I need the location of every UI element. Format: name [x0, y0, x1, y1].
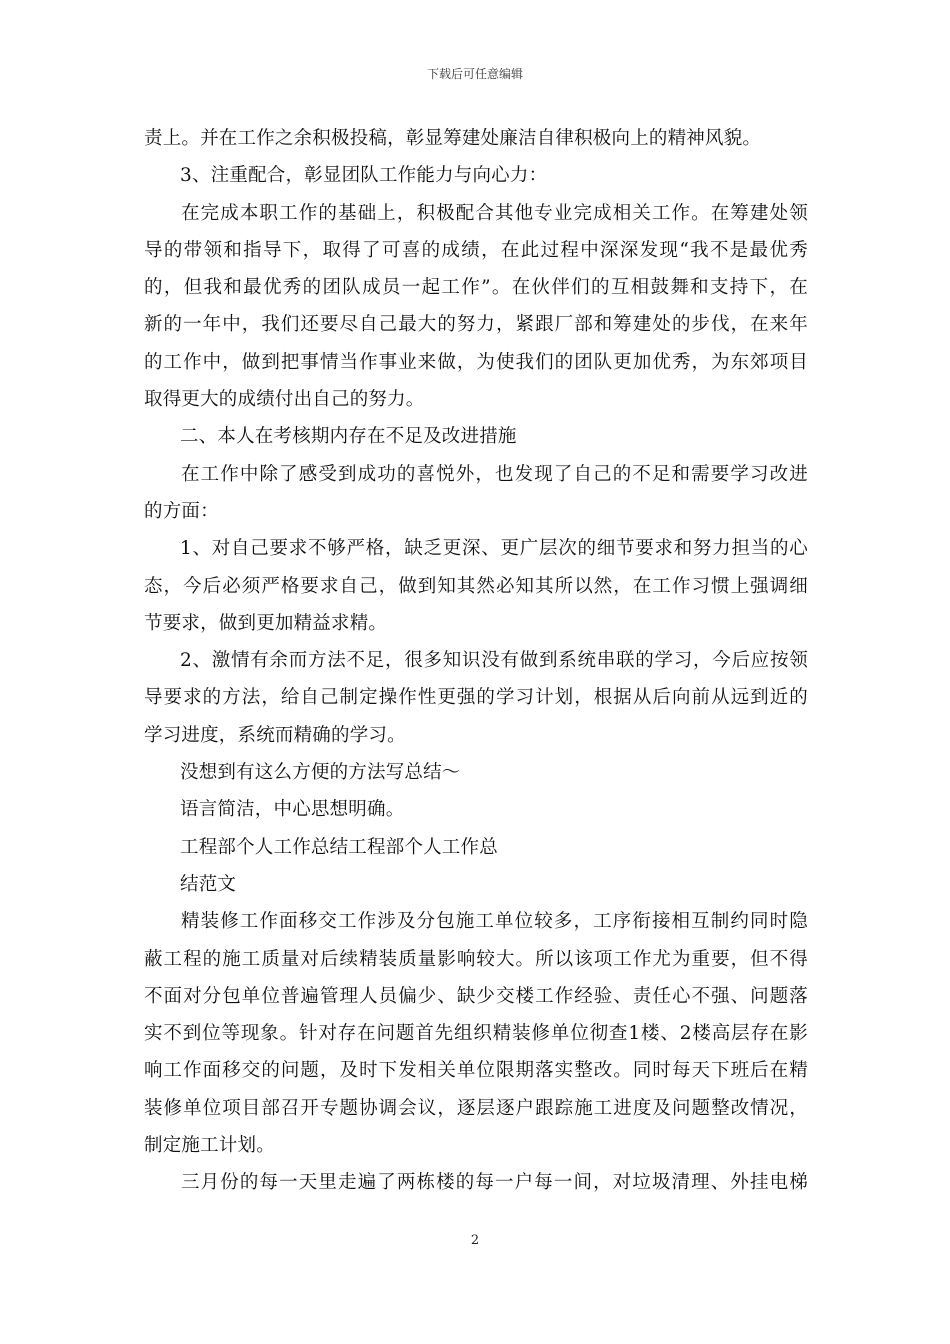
- page-number: 2: [470, 1233, 480, 1248]
- paragraph-line: 责上。并在工作之余积极投稿，彰显筹建处廉洁自律积极向上的精神风貌。: [144, 128, 762, 149]
- paragraph-line: 在完成本职工作的基础上，积极配合其他专业完成相关工作。在筹建处领: [181, 202, 808, 224]
- section-heading: 3、注重配合，彰显团队工作能力与向心力：: [180, 165, 548, 187]
- page-header: 下载后可任意编辑: [426, 67, 523, 81]
- paragraph-line: 实不到位等现象。针对存在问题首先组织精装修单位彻查1楼、2楼高层存在影: [144, 1023, 808, 1045]
- paragraph-line: 取得更大的成绩付出自己的努力。: [144, 389, 425, 411]
- section-heading: 二、本人在考核期内存在不足及改进措施: [180, 426, 517, 448]
- document-title: 结范文: [180, 873, 237, 895]
- document-body: [144, 120, 808, 1202]
- paragraph-line: 新的一年中，我们还要尽自己最大的努力，紧跟厂部和筹建处的步伐，在来年: [144, 314, 808, 336]
- paragraph-line: 导的带领和指导下，取得了可喜的成绩，在此过程中深深发现“我不是最优秀: [144, 239, 808, 261]
- paragraph-line: 导要求的方法，给自己制定操作性更强的学习计划，根据从后向前从远到近的: [144, 687, 808, 709]
- paragraph-line: 没想到有这么方便的方法写总结～: [180, 762, 461, 784]
- paragraph-line: 装修单位项目部召开专题协调会议，逐层逐户跟踪施工进度及问题整改情况，: [144, 1097, 808, 1119]
- paragraph-line: 蔽工程的施工质量对后续精装质量影响较大。所以该项工作尤为重要，但不得: [144, 948, 808, 970]
- paragraph-line: 精装修工作面移交工作涉及分包施工单位较多，工序衔接相互制约同时隐: [181, 911, 808, 933]
- paragraph-line: 节要求，做到更加精益求精。: [144, 612, 388, 634]
- paragraph-line: 语言简洁，中心思想明确。: [180, 799, 405, 821]
- paragraph-line: 制定施工计划。: [144, 1135, 275, 1157]
- paragraph-line: 三月份的每一天里走遍了两栋楼的每一户每一间，对垃圾清理、外挂电梯: [181, 1172, 808, 1194]
- paragraph-line: 不面对分包单位普遍管理人员偏少、缺少交楼工作经验、责任心不强、问题落: [144, 985, 808, 1007]
- document-title: 工程部个人工作总结工程部个人工作总: [180, 836, 498, 858]
- paragraph-line: 1、对自己要求不够严格，缺乏更深、更广层次的细节要求和努力担当的心: [180, 538, 808, 560]
- paragraph-line: 的工作中，做到把事情当作事业来做，为使我们的团队更加优秀，为东郊项目: [144, 351, 808, 373]
- paragraph-line: 的方面：: [144, 500, 219, 522]
- paragraph-line: 态，今后必须严格要求自己，做到知其然必知其所以然，在工作习惯上强调细: [144, 575, 808, 597]
- paragraph-line: 响工作面移交的问题，及时下发相关单位限期落实整改。同时每天下班后在精: [144, 1060, 808, 1082]
- paragraph-line: 学习进度，系统而精确的学习。: [144, 724, 406, 746]
- paragraph-line: 2、激情有余而方法不足，很多知识没有做到系统串联的学习，今后应按领: [180, 650, 808, 672]
- paragraph-line: 的，但我和最优秀的团队成员一起工作”。在伙伴们的互相鼓舞和支持下，在: [144, 277, 808, 299]
- paragraph-line: 在工作中除了感受到成功的喜悦外，也发现了自己的不足和需要学习改进: [181, 463, 808, 485]
